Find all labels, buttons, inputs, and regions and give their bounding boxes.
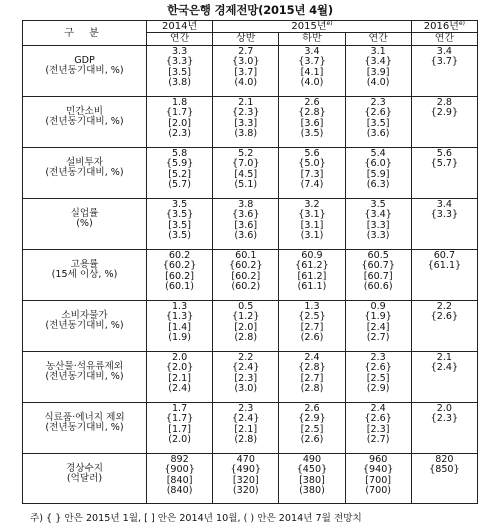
previous-forecast: (2.8) — [234, 434, 258, 446]
header-2014: 2014년 — [147, 21, 213, 33]
previous-forecast: (2.9) — [366, 383, 390, 395]
previous-forecast: {3.3} — [430, 209, 459, 221]
previous-forecast: (60.6) — [363, 281, 393, 293]
previous-forecast: [3.5] — [366, 117, 390, 129]
previous-forecast: {2.4} — [430, 362, 459, 374]
current-forecast: 3.3 — [171, 46, 188, 57]
previous-forecast: (3.5) — [168, 230, 191, 242]
current-forecast: 60.1 — [235, 250, 257, 261]
value-cell — [147, 301, 213, 352]
value-cell — [147, 148, 213, 199]
current-forecast: 60.5 — [367, 250, 389, 261]
current-forecast: 2.8 — [436, 97, 452, 108]
current-forecast: 2.3 — [238, 403, 254, 414]
previous-forecast: {60.2} — [162, 260, 197, 272]
table-row — [23, 403, 478, 454]
value-cell — [411, 352, 477, 403]
previous-forecast: (2.4) — [168, 383, 191, 395]
previous-forecast: [1.7] — [168, 423, 191, 435]
current-forecast: 60.9 — [301, 250, 323, 261]
current-forecast: 2.3 — [370, 97, 386, 108]
previous-forecast: (2.7) — [366, 332, 390, 344]
header-2015-text: 2015년 — [291, 21, 327, 32]
indicator-name: GDP — [74, 55, 95, 66]
indicator-unit: (전년동기대비, %) — [45, 371, 124, 383]
previous-forecast: [4.1] — [300, 66, 324, 78]
previous-forecast: {3.7} — [430, 56, 459, 68]
current-forecast: 2.7 — [238, 46, 254, 57]
previous-forecast: (5.7) — [168, 179, 191, 191]
page-title: 한국은행 경제전망(2015년 4월) — [167, 3, 333, 17]
value-cell — [147, 250, 213, 301]
previous-forecast: [60.2] — [165, 270, 195, 282]
value-cell — [147, 352, 213, 403]
previous-forecast: (3.5) — [300, 128, 324, 140]
value-cell — [279, 46, 345, 97]
previous-forecast: (4.0) — [300, 77, 324, 89]
value-cell — [213, 301, 279, 352]
header-2016-annual: 연간 — [411, 33, 477, 46]
value-cell — [279, 352, 345, 403]
current-forecast: 3.5 — [370, 199, 386, 210]
previous-forecast: {3.3} — [165, 56, 194, 68]
previous-forecast: {490} — [230, 464, 262, 476]
previous-forecast: {7.0} — [232, 158, 260, 170]
value-cell — [213, 46, 279, 97]
previous-forecast: (3.6) — [366, 128, 390, 140]
previous-forecast: [4.5] — [234, 168, 258, 180]
previous-forecast: {2.3} — [430, 413, 459, 425]
table-row — [23, 454, 478, 504]
table-row — [23, 97, 478, 148]
current-forecast: 3.4 — [436, 46, 452, 57]
value-cell — [147, 403, 213, 454]
current-forecast: 60.2 — [168, 250, 191, 261]
previous-forecast: {2.6} — [364, 107, 392, 119]
current-forecast: 1.7 — [171, 403, 188, 414]
current-forecast: 2.6 — [304, 97, 320, 108]
current-forecast: 0.9 — [370, 301, 386, 312]
previous-forecast: {2.9} — [298, 413, 326, 425]
row-label — [23, 250, 147, 301]
previous-forecast: {1.3} — [165, 311, 194, 323]
value-cell — [345, 148, 411, 199]
previous-forecast: (6.3) — [366, 179, 390, 191]
value-cell — [147, 199, 213, 250]
previous-forecast: {2.3} — [232, 107, 260, 119]
value-cell — [345, 46, 411, 97]
previous-forecast: [2.1] — [234, 423, 258, 435]
previous-forecast: (60.2) — [231, 281, 261, 293]
previous-forecast: {900} — [164, 464, 195, 476]
previous-forecast: (4.0) — [366, 77, 390, 89]
previous-forecast: (4.0) — [234, 77, 258, 89]
previous-forecast: {2.8} — [298, 362, 326, 374]
previous-forecast: {6.0} — [364, 158, 392, 170]
previous-forecast: (1.9) — [168, 332, 191, 344]
table-body — [23, 46, 478, 504]
value-cell — [411, 454, 477, 504]
indicator-name: 소비자물가 — [61, 310, 108, 321]
estimate-mark-2015: e) — [326, 20, 333, 27]
table-row — [23, 148, 478, 199]
value-cell — [147, 454, 213, 504]
previous-forecast: {850} — [429, 464, 460, 476]
value-cell — [213, 250, 279, 301]
indicator-name: 경상수지 — [65, 463, 104, 474]
previous-forecast: (2.8) — [300, 383, 324, 395]
value-cell — [345, 352, 411, 403]
previous-forecast: {2.6} — [364, 362, 392, 374]
indicator-name: 고용률 — [70, 259, 99, 270]
value-cell — [345, 97, 411, 148]
previous-forecast: {5.7} — [430, 158, 459, 170]
previous-forecast: {3.0} — [232, 56, 260, 68]
current-forecast: 3.2 — [304, 199, 320, 210]
previous-forecast: [2.0] — [234, 321, 258, 333]
current-forecast: 1.8 — [171, 97, 188, 108]
current-forecast: 3.1 — [370, 46, 386, 57]
previous-forecast: [5.9] — [366, 168, 390, 180]
header-2015-h2: 하반 — [279, 33, 345, 46]
indicator-name: 식료품·에너지 제외 — [44, 412, 125, 423]
previous-forecast: (60.1) — [165, 281, 195, 293]
indicator-unit: (전년동기대비, %) — [45, 116, 124, 128]
indicator-unit: (15세 이상, %) — [51, 269, 118, 281]
current-forecast: 2.2 — [238, 352, 254, 363]
previous-forecast: {2.8} — [298, 107, 326, 119]
previous-forecast: [61.2] — [297, 270, 327, 282]
value-cell — [279, 97, 345, 148]
previous-forecast: {2.5} — [298, 311, 326, 323]
previous-forecast: [5.2] — [168, 168, 191, 180]
previous-forecast: (3.8) — [168, 77, 191, 89]
previous-forecast: (320) — [232, 485, 259, 497]
value-cell — [213, 352, 279, 403]
current-forecast: 1.3 — [304, 301, 320, 312]
previous-forecast: [3.5] — [168, 66, 191, 78]
table-row — [23, 301, 478, 352]
current-forecast: 490 — [302, 454, 322, 465]
indicator-unit: (전년동기대비, %) — [45, 65, 124, 77]
value-cell — [345, 199, 411, 250]
row-label — [23, 199, 147, 250]
previous-forecast: [380] — [299, 474, 325, 486]
previous-forecast: {5.9} — [165, 158, 194, 170]
value-cell — [279, 301, 345, 352]
previous-forecast: [2.7] — [300, 321, 324, 333]
table-row — [23, 250, 478, 301]
row-label — [23, 46, 147, 97]
previous-forecast: {2.0} — [165, 362, 194, 374]
current-forecast: 2.4 — [304, 352, 320, 363]
previous-forecast: [2.5] — [366, 372, 390, 384]
current-forecast: 2.6 — [304, 403, 320, 414]
previous-forecast: {3.7} — [298, 56, 326, 68]
estimate-mark-2016: e) — [458, 20, 465, 27]
previous-forecast: (2.6) — [300, 332, 324, 344]
previous-forecast: (840) — [166, 485, 193, 497]
indicator-unit: (전년동기대비, %) — [45, 167, 124, 179]
previous-forecast: [2.3] — [234, 372, 258, 384]
previous-forecast: (3.1) — [300, 230, 324, 242]
previous-forecast: (2.7) — [366, 434, 390, 446]
previous-forecast: [2.4] — [366, 321, 390, 333]
value-cell — [411, 148, 477, 199]
previous-forecast: {2.9} — [430, 107, 459, 119]
header-2015 — [213, 21, 412, 33]
current-forecast: 3.4 — [436, 199, 452, 210]
value-cell — [279, 250, 345, 301]
previous-forecast: {61.1} — [427, 260, 462, 272]
previous-forecast: [7.3] — [300, 168, 324, 180]
forecast-table — [22, 20, 478, 504]
value-cell — [147, 97, 213, 148]
previous-forecast: (2.3) — [168, 128, 191, 140]
previous-forecast: (61.1) — [297, 281, 327, 293]
previous-forecast: [3.3] — [234, 117, 258, 129]
current-forecast: 5.8 — [171, 148, 188, 159]
previous-forecast: [840] — [166, 474, 193, 486]
value-cell — [411, 199, 477, 250]
previous-forecast: (3.8) — [234, 128, 258, 140]
previous-forecast: {940} — [362, 464, 394, 476]
previous-forecast: (700) — [365, 485, 392, 497]
current-forecast: 3.4 — [304, 46, 320, 57]
indicator-name: 설비투자 — [65, 157, 104, 168]
table-row — [23, 46, 478, 97]
indicator-name: 실업률 — [70, 208, 99, 219]
previous-forecast: [2.3] — [366, 423, 390, 435]
previous-forecast: (3.3) — [366, 230, 390, 242]
indicator-unit: (억달러) — [66, 473, 103, 485]
current-forecast: 470 — [236, 454, 255, 465]
value-cell — [147, 46, 213, 97]
current-forecast: 2.3 — [370, 352, 386, 363]
previous-forecast: [2.7] — [300, 372, 324, 384]
footnote: 주) { } 안은 2015년 1월, [ ] 안은 2014년 10월, ( ) 안은 2014년 7월 전망치 — [30, 513, 362, 524]
previous-forecast: [60.2] — [231, 270, 261, 282]
previous-forecast: {2.4} — [232, 413, 260, 425]
value-cell — [345, 454, 411, 504]
current-forecast: 892 — [170, 454, 189, 465]
previous-forecast: (7.4) — [300, 179, 324, 191]
previous-forecast: [3.7] — [234, 66, 258, 78]
value-cell — [279, 199, 345, 250]
header-row-years — [23, 21, 478, 33]
previous-forecast: {2.6} — [364, 413, 392, 425]
previous-forecast: (3.0) — [234, 383, 258, 395]
previous-forecast: [3.9] — [366, 66, 390, 78]
header-2016 — [411, 21, 477, 33]
previous-forecast: {3.1} — [298, 209, 326, 221]
value-cell — [213, 403, 279, 454]
header-2014-annual: 연간 — [147, 33, 213, 46]
value-cell — [213, 97, 279, 148]
indicator-unit: (전년동기대비, %) — [45, 422, 124, 434]
current-forecast: 2.1 — [238, 97, 254, 108]
previous-forecast: (2.8) — [234, 332, 258, 344]
previous-forecast: {60.2} — [228, 260, 263, 272]
current-forecast: 2.0 — [171, 352, 188, 363]
current-forecast: 2.0 — [436, 403, 452, 414]
current-forecast: 5.6 — [436, 148, 452, 159]
value-cell — [345, 301, 411, 352]
value-cell — [279, 403, 345, 454]
previous-forecast: (2.6) — [300, 434, 324, 446]
value-cell — [411, 97, 477, 148]
indicator-unit: (%) — [76, 218, 93, 230]
current-forecast: 1.3 — [171, 301, 188, 312]
value-cell — [213, 454, 279, 504]
current-forecast: 2.1 — [436, 352, 452, 363]
indicator-name: 민간소비 — [65, 106, 104, 117]
previous-forecast: (3.6) — [234, 230, 258, 242]
value-cell — [345, 403, 411, 454]
previous-forecast: [3.3] — [366, 219, 390, 231]
previous-forecast: [3.6] — [300, 117, 324, 129]
previous-forecast: [60.7] — [363, 270, 393, 282]
previous-forecast: {3.4} — [364, 56, 392, 68]
header-2016-text: 2016년 — [423, 21, 459, 32]
previous-forecast: {2.6} — [430, 311, 459, 323]
previous-forecast: [1.4] — [168, 321, 191, 333]
current-forecast: 0.5 — [238, 301, 254, 312]
previous-forecast: {2.4} — [232, 362, 260, 374]
table-row — [23, 199, 478, 250]
previous-forecast: [2.0] — [168, 117, 191, 129]
previous-forecast: {1.9} — [364, 311, 392, 323]
previous-forecast: (2.0) — [168, 434, 191, 446]
previous-forecast: [3.5] — [168, 219, 191, 231]
current-forecast: 2.4 — [370, 403, 386, 414]
previous-forecast: (380) — [299, 485, 325, 497]
value-cell — [345, 250, 411, 301]
row-label — [23, 352, 147, 403]
value-cell — [279, 148, 345, 199]
value-cell — [411, 250, 477, 301]
previous-forecast: {5.0} — [298, 158, 326, 170]
previous-forecast: [2.5] — [300, 423, 324, 435]
previous-forecast: {1.2} — [232, 311, 260, 323]
row-label — [23, 301, 147, 352]
previous-forecast: [3.6] — [234, 219, 258, 231]
previous-forecast: {450} — [296, 464, 328, 476]
value-cell — [279, 454, 345, 504]
previous-forecast: [2.1] — [168, 372, 191, 384]
current-forecast: 820 — [435, 454, 454, 465]
header-item: 구 분 — [23, 21, 147, 46]
current-forecast: 60.7 — [433, 250, 456, 261]
indicator-name: 농산물·석유류제외 — [45, 361, 124, 372]
value-cell — [213, 199, 279, 250]
previous-forecast: {3.5} — [165, 209, 194, 221]
row-label — [23, 454, 147, 504]
previous-forecast: {3.6} — [232, 209, 260, 221]
row-label — [23, 97, 147, 148]
current-forecast: 2.2 — [436, 301, 452, 312]
previous-forecast: (5.1) — [234, 179, 258, 191]
previous-forecast: {1.7} — [165, 107, 194, 119]
previous-forecast: [320] — [232, 474, 259, 486]
current-forecast: 960 — [369, 454, 388, 465]
previous-forecast: {61.2} — [295, 260, 329, 272]
value-cell — [411, 403, 477, 454]
row-label — [23, 148, 147, 199]
current-forecast: 3.5 — [171, 199, 188, 210]
previous-forecast: {1.7} — [165, 413, 194, 425]
previous-forecast: [700] — [365, 474, 392, 486]
value-cell — [411, 46, 477, 97]
current-forecast: 3.8 — [238, 199, 254, 210]
current-forecast: 5.4 — [370, 148, 386, 159]
row-label — [23, 403, 147, 454]
value-cell — [213, 148, 279, 199]
value-cell — [411, 301, 477, 352]
current-forecast: 5.2 — [238, 148, 254, 159]
previous-forecast: [3.1] — [300, 219, 324, 231]
indicator-unit: (전년동기대비, %) — [45, 320, 124, 332]
header-2015-annual: 연간 — [345, 33, 411, 46]
current-forecast: 5.6 — [304, 148, 320, 159]
previous-forecast: {60.7} — [361, 260, 395, 272]
previous-forecast: {3.4} — [364, 209, 392, 221]
header-2015-h1: 상반 — [213, 33, 279, 46]
table-row — [23, 352, 478, 403]
